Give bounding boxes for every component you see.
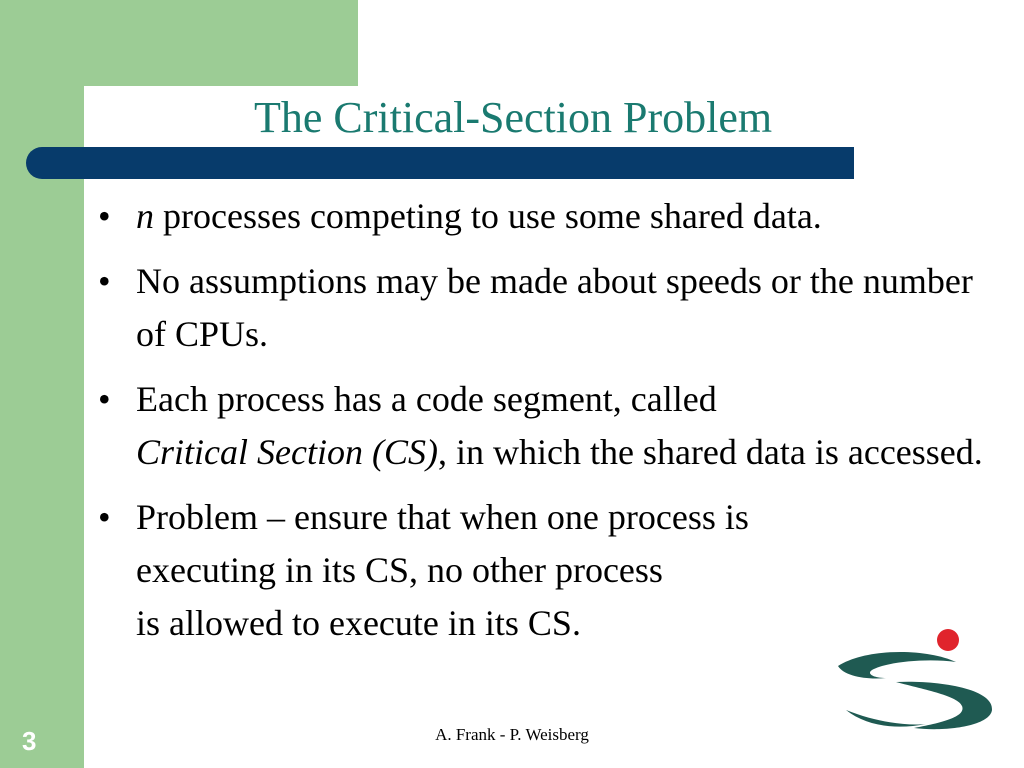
bullet-dot: • xyxy=(98,379,111,419)
logo-red-dot xyxy=(937,629,959,651)
s-logo-icon xyxy=(826,618,1002,736)
footer-authors: A. Frank - P. Weisberg xyxy=(435,725,589,744)
bullet-dot: • xyxy=(98,261,111,301)
bullet-text: Problem – ensure that when one process is xyxy=(136,497,749,537)
title-underline-bar xyxy=(26,147,854,179)
slide-title: The Critical-Section Problem xyxy=(254,93,773,142)
bullet-list xyxy=(98,190,1008,662)
header-green-block xyxy=(0,0,358,86)
bullet-dot: • xyxy=(98,497,111,537)
bullet-text: , in which the shared data is accessed. xyxy=(437,432,983,472)
bullet-emphasis: Critical Section (CS) xyxy=(136,432,438,472)
slide-number: 3 xyxy=(22,726,37,756)
bullet-text: Each process has a code segment, called xyxy=(136,379,717,419)
bullet-text: executing in its CS, no other process xyxy=(136,550,663,590)
bullet-text: processes competing to use some shared data. xyxy=(154,196,822,236)
bullet-item xyxy=(98,373,1008,479)
bullet-emphasis: n xyxy=(136,196,154,236)
bullet-item xyxy=(98,190,1008,243)
bullet-item xyxy=(98,255,1008,361)
logo-upper-swoosh xyxy=(838,652,956,679)
bullet-text: No assumptions may be made about speeds or the number of CPUs. xyxy=(136,261,973,354)
bullet-dot: • xyxy=(98,196,111,236)
logo-lower-swoosh xyxy=(896,682,992,729)
bullet-text: is allowed to execute in its CS. xyxy=(136,603,581,643)
sidebar-green-strip xyxy=(0,0,84,768)
